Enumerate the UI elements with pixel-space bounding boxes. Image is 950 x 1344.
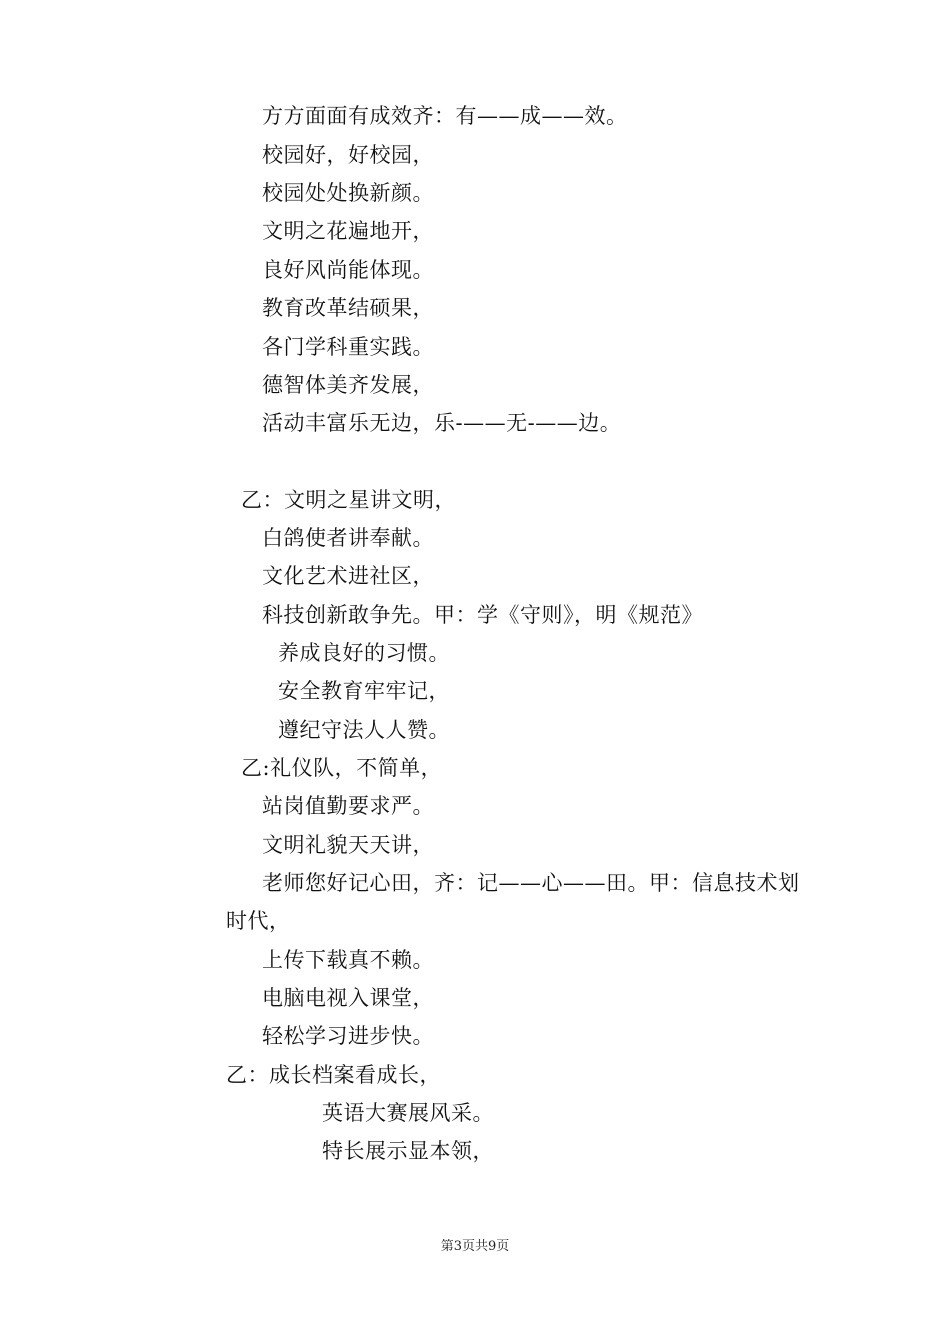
text-line: 遵纪守法人人赞。 bbox=[278, 718, 450, 742]
page-footer: 第3页共9页 bbox=[440, 1239, 510, 1254]
text-line: 各门学科重实践。 bbox=[262, 335, 434, 359]
speaker-line: 乙：成长档案看成长， bbox=[226, 1063, 441, 1087]
text-line: 教育改革结硕果， bbox=[262, 296, 434, 320]
text-line: 白鸽使者讲奉献。 bbox=[262, 526, 434, 550]
text-line: 上传下载真不赖。 bbox=[262, 948, 434, 972]
text-line: 文明之花遍地开， bbox=[262, 219, 434, 243]
speaker-line: 乙：文明之星讲文明， bbox=[241, 488, 456, 512]
text-line: 校园好，好校园， bbox=[262, 143, 434, 167]
text-line: 科技创新敢争先。甲：学《守则》，明《规范》 bbox=[262, 603, 703, 627]
text-line: 英语大赛展风采。 bbox=[322, 1101, 494, 1125]
text-line: 方方面面有成效齐：有——成——效。 bbox=[262, 104, 628, 128]
text-line: 特长展示显本领， bbox=[322, 1139, 494, 1163]
text-line: 站岗值勤要求严。 bbox=[262, 794, 434, 818]
text-line: 老师您好记心田，齐：记——心——田。甲：信息技术划 bbox=[262, 871, 800, 895]
text-line: 文明礼貌天天讲， bbox=[262, 833, 434, 857]
text-line: 养成良好的习惯。 bbox=[278, 641, 450, 665]
speaker-line: 乙:礼仪队，不简单， bbox=[241, 756, 443, 780]
text-line: 文化艺术进社区， bbox=[262, 564, 434, 588]
text-line: 活动丰富乐无边，乐-——无-——边。 bbox=[262, 411, 622, 435]
text-line: 安全教育牢牢记， bbox=[278, 679, 450, 703]
text-line: 电脑电视入课堂， bbox=[262, 986, 434, 1010]
text-line: 校园处处换新颜。 bbox=[262, 181, 434, 205]
text-line: 良好风尚能体现。 bbox=[262, 258, 434, 282]
text-line: 德智体美齐发展， bbox=[262, 373, 434, 397]
text-line: 轻松学习进步快。 bbox=[262, 1024, 434, 1048]
text-line: 时代， bbox=[226, 909, 291, 933]
